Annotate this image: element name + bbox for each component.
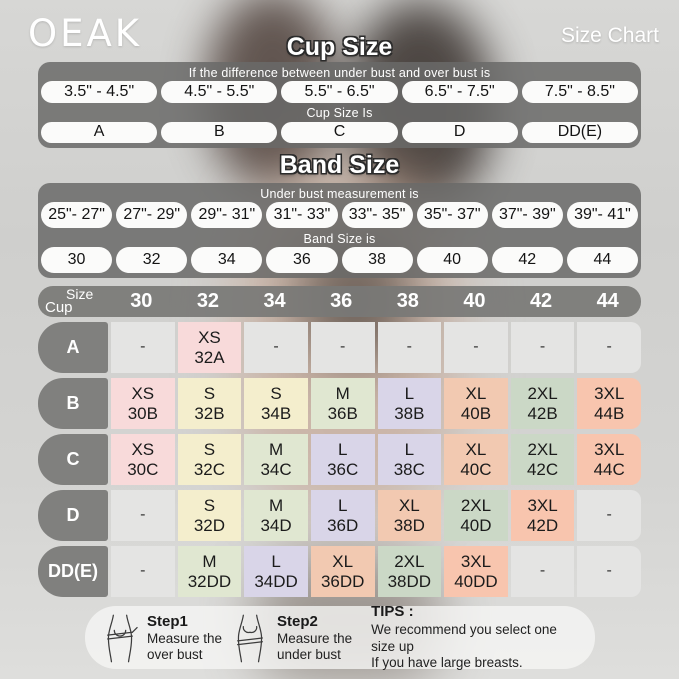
size-cell-empty — [511, 322, 575, 373]
cell-code-label: 38C — [393, 459, 425, 479]
size-matrix — [38, 322, 641, 597]
cell-code-label: 40DD — [454, 571, 498, 591]
matrix-row-label: D — [38, 490, 108, 541]
cell-size-label: L — [337, 496, 348, 516]
cell-size-label: 2XL — [460, 496, 492, 516]
matrix-row-label: B — [38, 378, 108, 429]
size-cell-30C — [111, 434, 175, 485]
cell-size-label: XL — [332, 552, 354, 572]
size-cell-38C — [378, 434, 442, 485]
cup-result-banner: Cup Size Is — [306, 106, 373, 120]
matrix-header — [38, 286, 641, 317]
cell-code-label: 42C — [526, 459, 559, 479]
band-range-cell: 31"- 33" — [266, 202, 337, 228]
step1-line: Measure the — [147, 630, 223, 646]
band-value-cell: 32 — [116, 247, 187, 273]
page-title: Size Chart — [560, 24, 659, 47]
size-cell-42D — [511, 490, 575, 541]
cell-size-label: 2XL — [527, 440, 558, 460]
step2-lines — [277, 631, 352, 662]
cell-code-label: 38B — [394, 403, 425, 423]
size-cell-32B — [178, 378, 242, 429]
cell-code-label: 40D — [460, 515, 492, 535]
cell-code-label: 36B — [327, 403, 358, 423]
band-range-row — [41, 202, 638, 228]
cell-code-label: 30B — [127, 403, 158, 423]
band-size-table — [38, 183, 641, 278]
matrix-column-header: 44 — [596, 290, 619, 312]
cup-range-row — [41, 81, 638, 103]
band-value-cell: 36 — [266, 247, 337, 273]
matrix-column-header: 30 — [130, 290, 153, 312]
cell-code-label: 30C — [127, 459, 159, 479]
size-cell-32D — [178, 490, 242, 541]
cell-size-label: M — [268, 440, 284, 460]
cell-code-label: 40B — [460, 403, 492, 423]
size-cell-empty — [311, 322, 375, 373]
cup-value-cell: DD(E) — [522, 122, 638, 144]
tips-lines — [371, 622, 579, 673]
band-range-cell: 35"- 37" — [417, 202, 488, 228]
band-range-cell: 25"- 27" — [41, 202, 112, 228]
cell-size-label: XL — [465, 384, 487, 404]
band-range-cell: 29"- 31" — [191, 202, 262, 228]
step1-text — [147, 613, 222, 662]
band-size-title: Band Size — [279, 151, 400, 179]
step2-line: Measure the — [277, 630, 353, 646]
step1-block — [101, 612, 222, 664]
cell-code-label: 40C — [460, 459, 492, 479]
cell-size-label: S — [203, 384, 216, 404]
brand-logo: OEAK — [28, 12, 143, 55]
cell-code-label: 34DD — [254, 571, 298, 591]
cup-size-table — [38, 62, 641, 148]
cell-size-label: L — [337, 440, 348, 460]
band-range-cell: 33"- 35" — [342, 202, 413, 228]
cell-empty-dash: - — [140, 562, 146, 580]
cup-condition-banner: If the difference between under bust and over bust is — [188, 65, 491, 80]
cell-code-label: 32C — [193, 459, 226, 479]
measure-steps-panel — [85, 602, 595, 671]
cell-empty-dash: - — [406, 338, 412, 356]
cell-code-label: 44C — [593, 459, 625, 479]
band-range-cell: 27"- 29" — [116, 202, 187, 228]
cell-code-label: 44B — [594, 403, 625, 423]
cup-range-cell: 5.5" - 6.5" — [281, 81, 397, 103]
cell-code-label: 34C — [260, 459, 292, 479]
size-cell-44C — [577, 434, 641, 485]
matrix-row — [38, 490, 641, 541]
cell-size-label: XL — [465, 440, 487, 460]
cell-code-label: 42D — [526, 515, 559, 535]
band-range-cell: 37"- 39" — [492, 202, 563, 228]
cell-code-label: 36C — [327, 459, 359, 479]
tips-block — [371, 603, 579, 673]
band-value-row — [41, 247, 638, 273]
tips-title: TIPS : — [371, 602, 414, 620]
size-cell-38D — [378, 490, 442, 541]
matrix-row-label: DD(E) — [38, 546, 108, 597]
cell-size-label: 3XL — [460, 552, 492, 572]
cell-size-label: 2XL — [527, 384, 558, 404]
step2-text — [277, 613, 352, 662]
cell-size-label: L — [404, 384, 415, 404]
step1-title: Step1 — [147, 612, 188, 630]
cell-empty-dash: - — [539, 338, 546, 356]
cup-size-title: Cup Size — [286, 33, 393, 61]
cell-code-label: 32DD — [187, 571, 232, 591]
cell-empty-dash: - — [606, 338, 612, 356]
cup-range-cell: 4.5" - 5.5" — [161, 81, 277, 103]
size-cell-36C — [311, 434, 375, 485]
cell-code-label: 34B — [260, 403, 292, 423]
matrix-row — [38, 546, 641, 597]
cup-value-row — [41, 122, 638, 144]
cell-empty-dash: - — [473, 338, 479, 356]
step2-block — [231, 612, 352, 664]
size-cell-empty — [577, 490, 641, 541]
measure-under-bust-icon — [231, 612, 269, 664]
size-cell-40C — [444, 434, 508, 485]
cup-range-cell: 3.5" - 4.5" — [41, 81, 157, 103]
cell-size-label: XL — [398, 496, 420, 516]
cell-empty-dash: - — [340, 338, 346, 356]
matrix-column-header: 42 — [529, 290, 553, 312]
cell-size-label: M — [202, 552, 217, 572]
cell-code-label: 32A — [194, 347, 225, 367]
size-cell-empty — [444, 322, 508, 373]
matrix-column-header: 38 — [396, 290, 419, 312]
cell-code-label: 34D — [260, 515, 292, 535]
band-range-cell: 39"- 41" — [567, 202, 638, 228]
cell-size-label: L — [404, 440, 415, 460]
cup-value-cell: B — [161, 122, 277, 144]
step2-title: Step2 — [277, 612, 318, 630]
cell-size-label: S — [203, 440, 216, 460]
tips-line: We recommend you select one size up — [371, 621, 557, 654]
size-cell-empty — [577, 322, 641, 373]
cup-range-cell: 6.5" - 7.5" — [402, 81, 518, 103]
matrix-column-header: 40 — [463, 290, 486, 312]
size-cell-40DD — [444, 546, 508, 597]
size-cell-30B — [111, 378, 175, 429]
size-cell-32DD — [178, 546, 242, 597]
cell-size-label: M — [335, 384, 350, 404]
cell-empty-dash: - — [606, 506, 612, 524]
matrix-row-label: C — [38, 434, 108, 485]
size-cell-38B — [378, 378, 442, 429]
size-cell-44B — [577, 378, 641, 429]
size-cell-36D — [311, 490, 375, 541]
size-cell-40D — [444, 490, 508, 541]
size-cell-empty — [378, 322, 442, 373]
cup-range-cell: 7.5" - 8.5" — [522, 81, 638, 103]
cell-size-label: M — [268, 496, 284, 516]
cell-size-label: S — [203, 496, 216, 516]
matrix-row — [38, 434, 641, 485]
cell-size-label: XS — [198, 328, 221, 348]
size-cell-42B — [511, 378, 575, 429]
size-cell-empty — [577, 546, 641, 597]
size-cell-34C — [244, 434, 308, 485]
band-result-banner: Band Size is — [303, 231, 376, 246]
matrix-row — [38, 378, 641, 429]
size-cell-34DD — [244, 546, 308, 597]
band-value-cell: 38 — [342, 247, 413, 273]
cell-empty-dash: - — [273, 338, 279, 356]
step2-line: under bust — [277, 646, 341, 662]
cell-code-label: 32D — [193, 515, 226, 535]
size-cell-empty — [111, 322, 175, 373]
cell-code-label: 36D — [327, 515, 359, 535]
size-cell-empty — [511, 546, 575, 597]
tips-line: If you have large breasts. — [371, 655, 523, 671]
size-cell-36B — [311, 378, 375, 429]
size-cell-32A — [178, 322, 242, 373]
cell-code-label: 42B — [527, 403, 558, 423]
cell-size-label: S — [270, 384, 282, 404]
size-cell-empty — [244, 322, 308, 373]
size-cell-40B — [444, 378, 508, 429]
cup-value-cell: C — [281, 122, 397, 144]
matrix-row-label: A — [38, 322, 108, 373]
band-value-cell: 42 — [492, 247, 563, 273]
cell-size-label: 2XL — [394, 552, 425, 572]
step1-lines — [147, 631, 222, 662]
matrix-column-header: 32 — [196, 290, 220, 312]
cell-code-label: 32B — [194, 403, 225, 423]
cell-size-label: 3XL — [527, 496, 558, 516]
size-cell-empty — [111, 490, 175, 541]
cell-empty-dash: - — [140, 338, 146, 356]
cell-code-label: 36DD — [320, 571, 365, 591]
matrix-corner-label — [38, 286, 108, 317]
cell-empty-dash: - — [539, 562, 546, 580]
step1-line: over bust — [147, 646, 203, 662]
cup-value-cell: D — [402, 122, 518, 144]
cell-size-label: 3XL — [594, 384, 625, 404]
size-cell-42C — [511, 434, 575, 485]
size-cell-34B — [244, 378, 308, 429]
size-cell-36DD — [311, 546, 375, 597]
cell-size-label: 3XL — [594, 440, 625, 460]
size-cell-34D — [244, 490, 308, 541]
band-value-cell: 44 — [567, 247, 638, 273]
matrix-row — [38, 322, 641, 373]
matrix-column-header: 34 — [263, 290, 286, 312]
band-value-cell: 40 — [417, 247, 488, 273]
size-cell-empty — [111, 546, 175, 597]
measure-over-bust-icon — [101, 612, 139, 664]
band-value-cell: 30 — [41, 247, 112, 273]
matrix-column-header: 36 — [330, 290, 353, 312]
cell-empty-dash: - — [140, 506, 146, 524]
band-value-cell: 34 — [191, 247, 262, 273]
cell-size-label: XS — [131, 440, 155, 460]
band-condition-banner: Under bust measurement is — [260, 186, 419, 201]
cell-size-label: L — [271, 552, 281, 572]
cell-empty-dash: - — [606, 562, 612, 580]
size-cell-38DD — [378, 546, 442, 597]
cup-value-cell: A — [41, 122, 157, 144]
cell-code-label: 38DD — [387, 571, 432, 591]
cell-size-label: XS — [131, 384, 155, 404]
corner-size-label: Size — [66, 286, 94, 302]
size-cell-32C — [178, 434, 242, 485]
cell-code-label: 38D — [393, 515, 425, 535]
corner-cup-label: Cup — [45, 299, 73, 316]
